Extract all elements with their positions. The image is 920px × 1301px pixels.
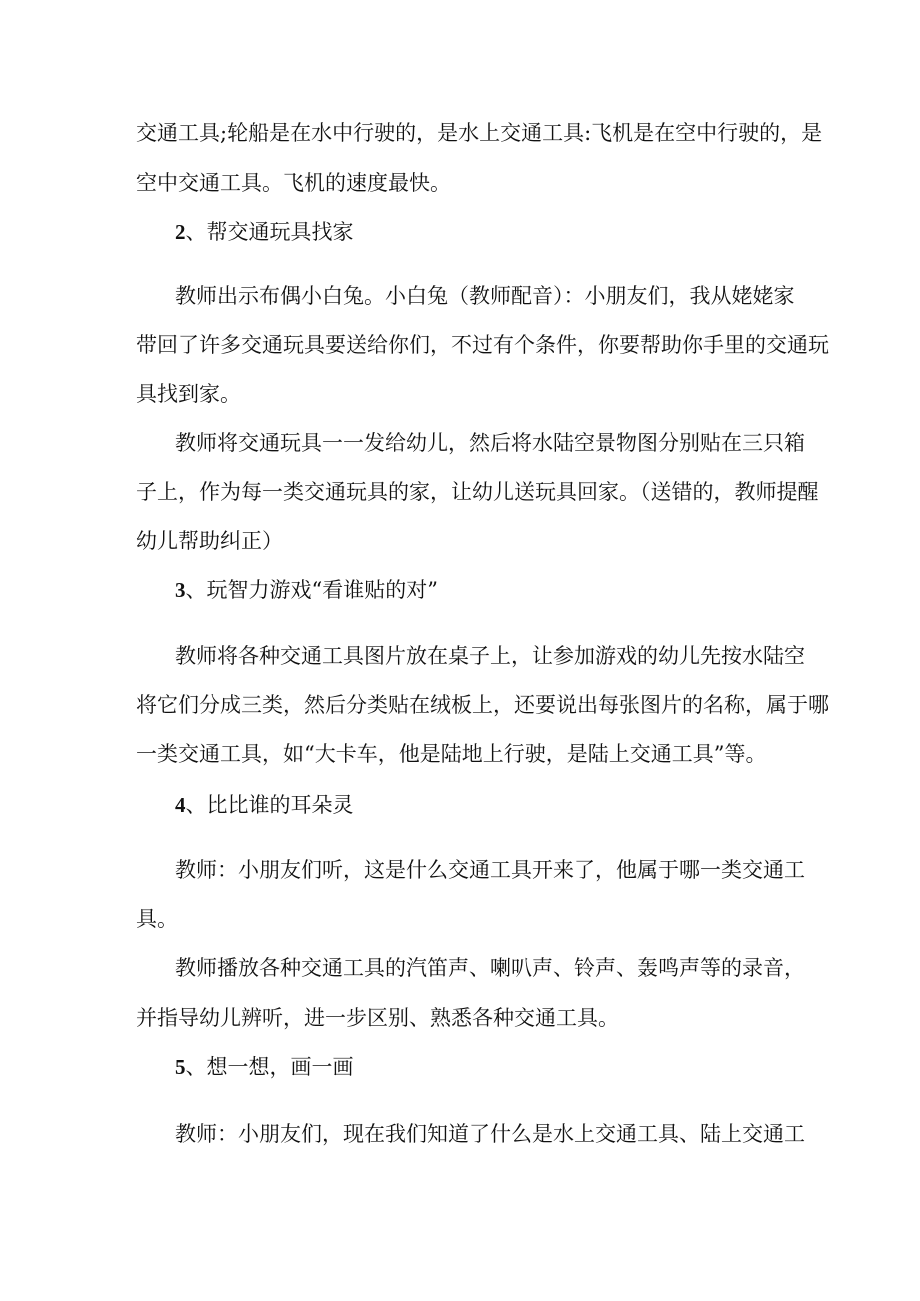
section-title: 、比比谁的耳朵灵 (185, 793, 354, 817)
section-heading-2 (175, 218, 829, 246)
paragraph-line: 具。 (136, 907, 178, 931)
section-number: 2 (175, 220, 186, 244)
paragraph-line: 并指导幼儿辨听，进一步区别、熟悉各种交通工具。 (136, 1006, 619, 1030)
section-heading-4 (175, 791, 829, 819)
paragraph-line: 具找到家。 (136, 382, 241, 406)
section-title: 、玩智力游戏“看谁贴的对” (185, 578, 438, 602)
paragraph-line: 幼儿帮助纠正） (136, 529, 283, 553)
paragraph-line: 将它们分成三类，然后分类贴在绒板上，还要说出每张图片的名称，属于哪 (136, 693, 829, 717)
section-heading-3 (175, 576, 829, 604)
paragraph-line: 教师：小朋友们，现在我们知道了什么是水上交通工具、陆上交通工 (175, 1122, 805, 1146)
paragraph-line: 教师将各种交通工具图片放在桌子上，让参加游戏的幼儿先按水陆空 (175, 644, 805, 668)
section-heading-5 (175, 1053, 829, 1081)
paragraph-line: 子上，作为每一类交通玩具的家，让幼儿送玩具回家。（送错的，教师提醒 (136, 480, 819, 504)
paragraph-line: 一类交通工具，如“大卡车，他是陆地上行驶，是陆上交通工具”等。 (136, 742, 767, 766)
paragraph-line: 空中交通工具。飞机的速度最快。 (136, 171, 451, 195)
section-title: 、帮交通玩具找家 (185, 220, 354, 244)
paragraph-line: 教师播放各种交通工具的汽笛声、喇叭声、铃声、轰鸣声等的录音， (175, 956, 805, 980)
section-number: 4 (175, 793, 186, 817)
section-number: 3 (175, 578, 186, 602)
paragraph-line: 教师将交通玩具一一发给幼儿，然后将水陆空景物图分别贴在三只箱 (175, 431, 805, 455)
paragraph-line: 带回了许多交通玩具要送给你们，不过有个条件，你要帮助你手里的交通玩 (136, 333, 829, 357)
paragraph-line: 教师：小朋友们听，这是什么交通工具开来了，他属于哪一类交通工 (175, 858, 805, 882)
paragraph-line: 教师出示布偶小白兔。小白兔（教师配音）：小朋友们，我从姥姥家 (175, 284, 795, 308)
section-number: 5 (175, 1055, 186, 1079)
section-title: 、想一想，画一画 (185, 1055, 354, 1079)
paragraph-line: 交通工具;轮船是在水中行驶的，是水上交通工具:飞机是在空中行驶的，是 (136, 121, 823, 145)
